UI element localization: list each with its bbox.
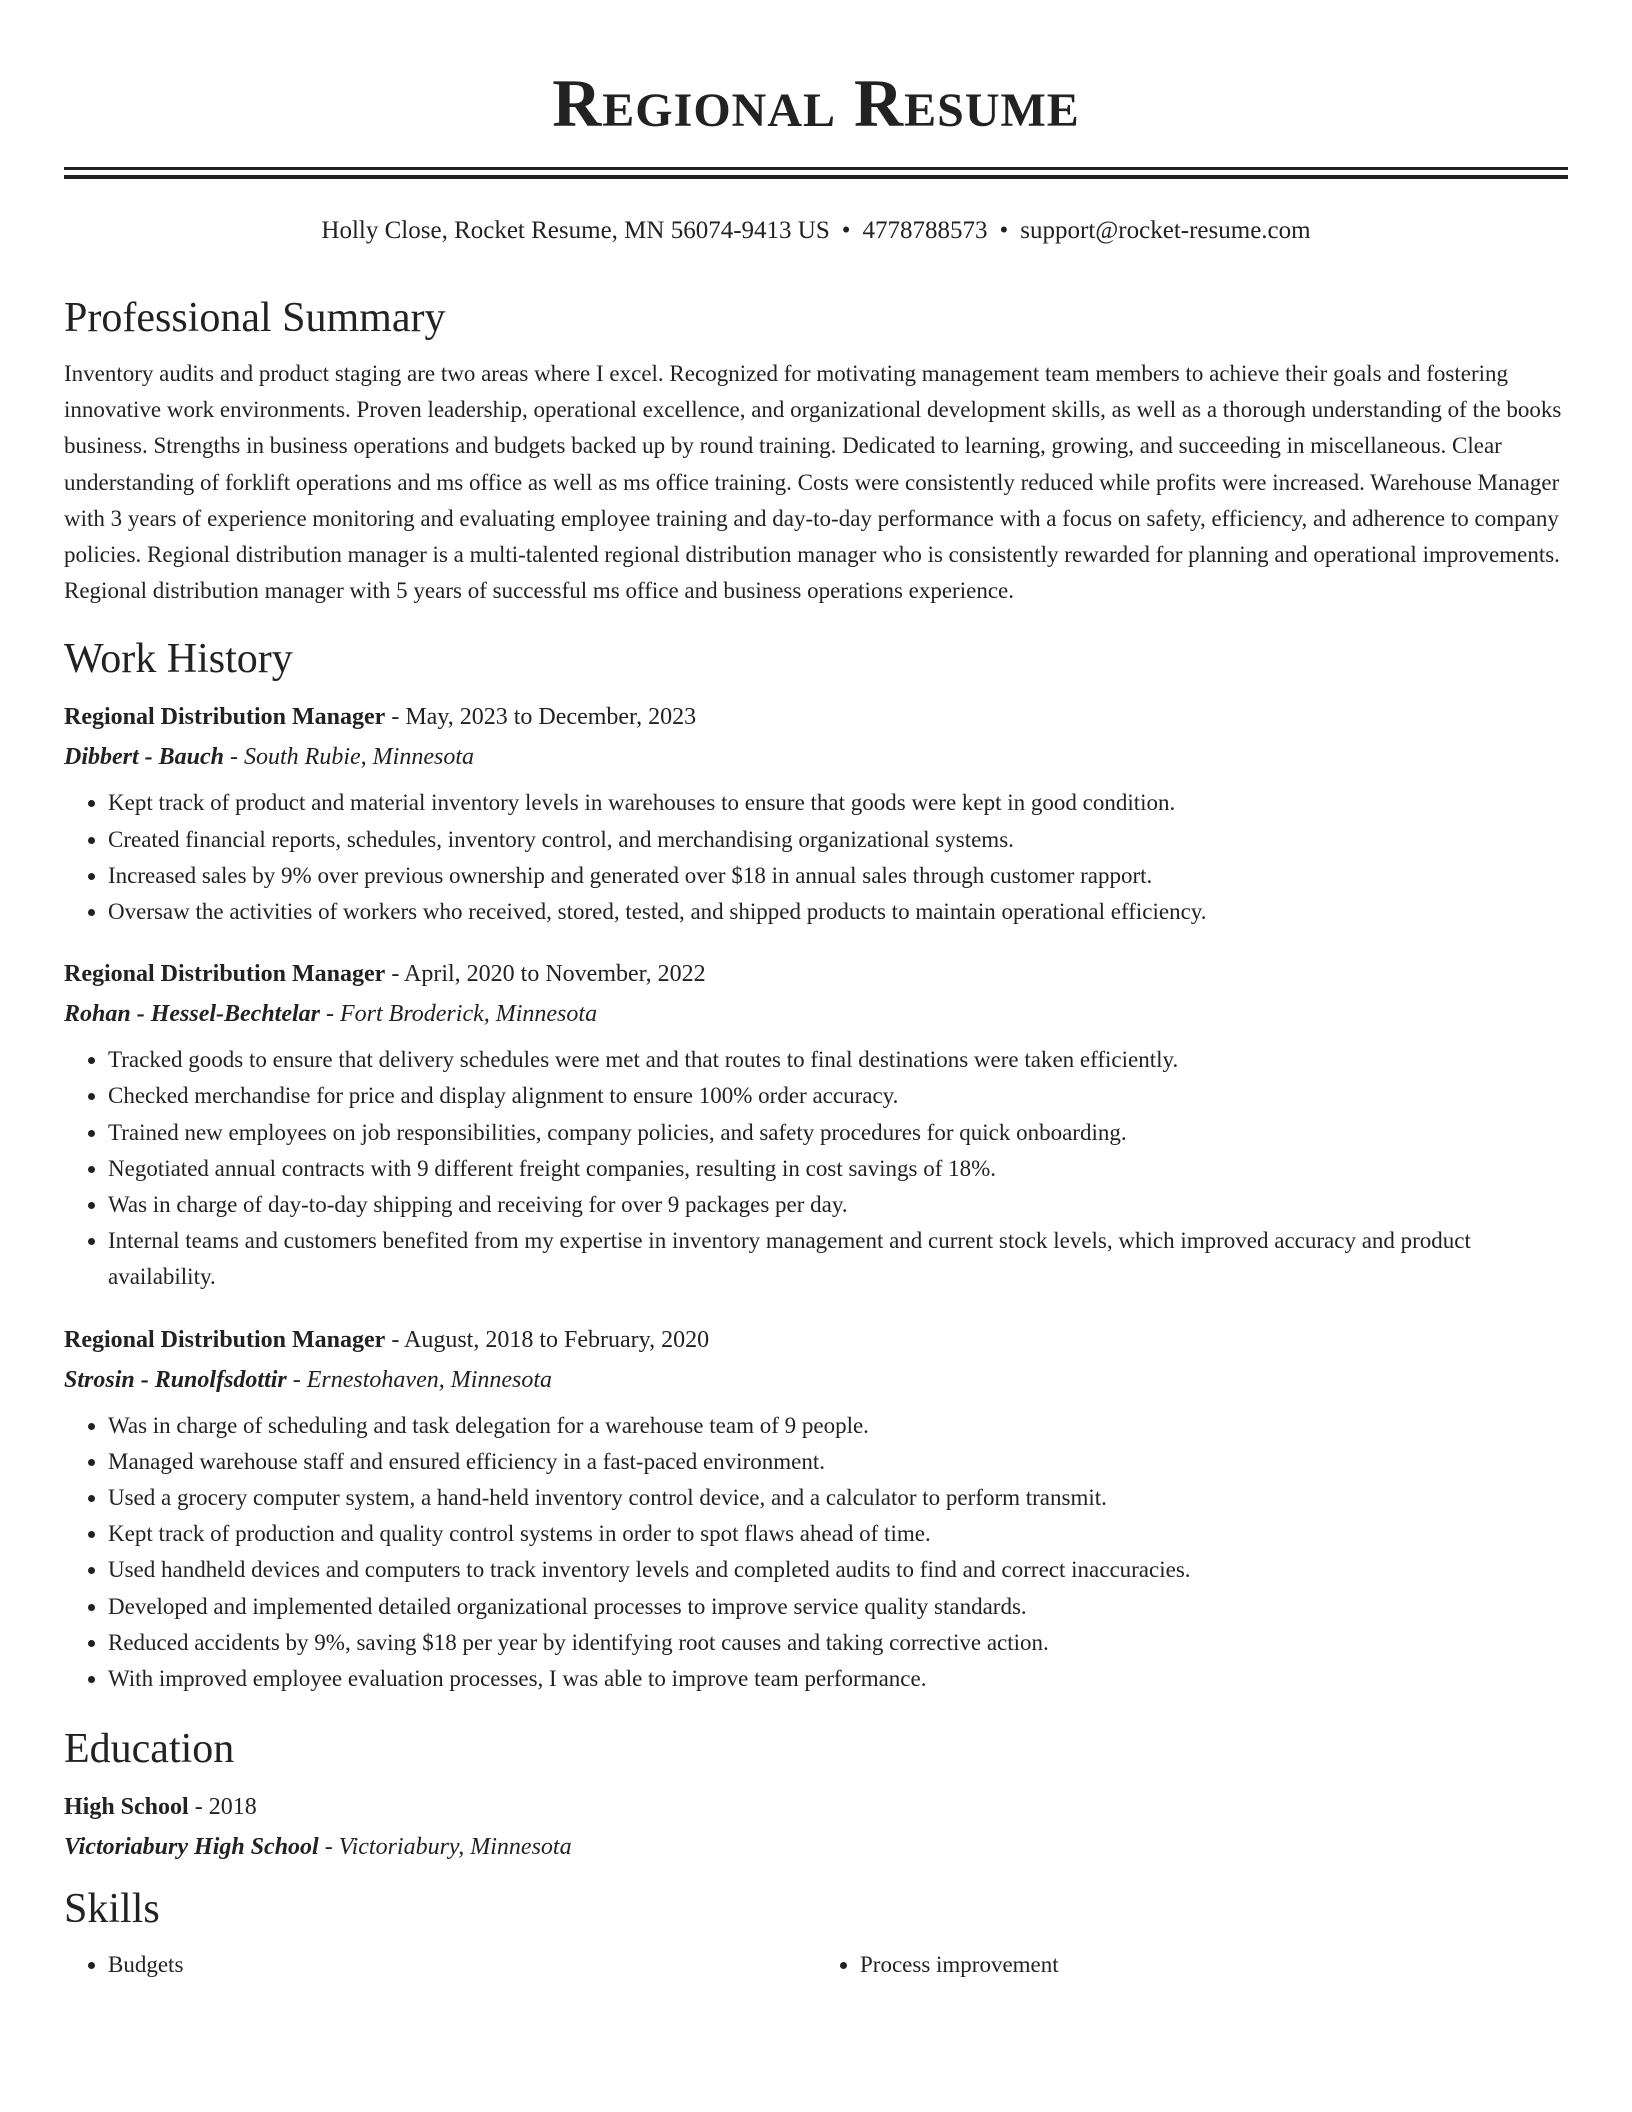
job-bullet: • Negotiated annual contracts with 9 different freight companies, resulting in cost savings of 18%.	[108, 1151, 1568, 1187]
job-bullet: • Managed warehouse staff and ensured efficiency in a fast-paced environment.	[108, 1444, 1568, 1480]
job-title: Regional Distribution Manager	[64, 704, 386, 731]
job-bullet: • Kept track of product and material inventory levels in warehouses to ensure that goods were kept in good condition.	[108, 785, 1568, 821]
skills-columns	[64, 1947, 1568, 1983]
job-bullet: • Increased sales by 9% over previous ownership and generated over $18 in annual sales through customer rapport.	[108, 858, 1568, 894]
dash: -	[385, 704, 406, 731]
education-location: Victoriabury, Minnesota	[338, 1834, 572, 1861]
contact-email: support@rocket-resume.com	[1020, 217, 1311, 244]
job-company-line	[64, 994, 1568, 1034]
job-company: Rohan - Hessel-Bechtelar	[64, 1001, 320, 1028]
skills-section	[64, 1881, 1568, 1983]
job-bullet: • Created financial reports, schedules, inventory control, and merchandising organizational systems.	[108, 822, 1568, 858]
job-bullet: • Was in charge of day-to-day shipping and receiving for over 9 packages per day.	[108, 1187, 1568, 1223]
job-entry	[64, 954, 1568, 1295]
job-bullet: • Reduced accidents by 9%, saving $18 per year by identifying root causes and taking corrective action.	[108, 1625, 1568, 1661]
section-heading-summary: Professional Summary	[64, 295, 446, 341]
job-company-line	[64, 737, 1568, 777]
education-degree: High School	[64, 1794, 189, 1821]
job-location: South Rubie, Minnesota	[244, 744, 474, 771]
job-location: Fort Broderick, Minnesota	[340, 1001, 598, 1028]
job-title-line	[64, 697, 1568, 737]
education-entry	[64, 1787, 1568, 1867]
dash: -	[385, 961, 404, 988]
dash: -	[188, 1794, 209, 1821]
header-rule-top	[64, 167, 1568, 170]
dash: -	[286, 1366, 307, 1393]
dash: -	[320, 1001, 340, 1028]
job-bullets	[64, 1042, 1568, 1295]
dash: -	[318, 1834, 339, 1861]
job-title-line	[64, 1320, 1568, 1360]
dash: -	[224, 744, 245, 771]
summary-text: Inventory audits and product staging are two areas where I excel. Recognized for motivating management team members to achieve their goals and fostering innovative work environments. Proven leadership, operational excellence, and organizational development skills, as well as a thorough understanding of the books business. Strengths in business operations and budgets backed up by round training. Dedicated to learning, growing, and succeeding in miscellaneous. Clear understanding of forklift operations and ms office as well as ms office training. Costs were consistently reduced while profits were increased. Warehouse Manager with 3 years of experience monitoring and evaluating employee training and day-to-day performance with a focus on safety, efficiency, and adherence to company policies. Regional distribution manager is a multi-talented regional distribution manager who is consistently rewarded for planning and operational improvements. Regional distribution manager with 5 years of successful ms office and business operations experience.	[64, 361, 1562, 604]
contact-phone: 4778788573	[862, 217, 988, 244]
job-bullet: • Tracked goods to ensure that delivery schedules were met and that routes to final destinations were taken efficiently.	[108, 1042, 1568, 1078]
resume-content	[64, 290, 1568, 1983]
section-heading-education: Education	[64, 1726, 235, 1773]
skill-item: • Process improvement	[860, 1947, 1568, 1983]
job-location: Ernestohaven, Minnesota	[306, 1366, 553, 1393]
job-entry	[64, 697, 1568, 930]
job-bullets	[64, 785, 1568, 930]
job-bullet: • Used handheld devices and computers to track inventory levels and completed audits to find and correct inaccuracies.	[108, 1552, 1568, 1588]
job-title: Regional Distribution Manager	[64, 1326, 386, 1353]
job-bullet: • Checked merchandise for price and display alignment to ensure 100% order accuracy.	[108, 1078, 1568, 1114]
job-dates: April, 2020 to November, 2022	[404, 961, 706, 988]
skills-column-right	[816, 1947, 1568, 1983]
job-bullet: • Trained new employees on job responsibilities, company policies, and safety procedures for quick onboarding.	[108, 1115, 1568, 1151]
summary-section	[64, 290, 1568, 609]
education-year: 2018	[208, 1794, 257, 1821]
education-degree-line	[64, 1787, 1568, 1827]
job-bullet: • Internal teams and customers benefited from my expertise in inventory management and current stock levels, which improved accuracy and product availability.	[108, 1223, 1568, 1295]
job-title-line	[64, 954, 1568, 994]
header-rule-bottom	[64, 175, 1568, 179]
job-bullets	[64, 1408, 1568, 1698]
job-entry	[64, 1320, 1568, 1698]
contact-separator: •	[841, 217, 851, 244]
job-bullet: • Developed and implemented detailed organizational processes to improve service quality standards.	[108, 1589, 1568, 1625]
skill-item: • Budgets	[108, 1947, 816, 1983]
contact-address: Holly Close, Rocket Resume, MN 56074-9413 US	[321, 217, 830, 244]
job-title: Regional Distribution Manager	[64, 961, 386, 988]
skills-column-left	[64, 1947, 816, 1983]
job-bullet: • Was in charge of scheduling and task delegation for a warehouse team of 9 people.	[108, 1408, 1568, 1444]
job-dates: August, 2018 to February, 2020	[404, 1326, 710, 1353]
contact-line	[64, 214, 1568, 248]
contact-separator: •	[999, 217, 1009, 244]
job-bullet: • With improved employee evaluation processes, I was able to improve team performance.	[108, 1661, 1568, 1697]
education-section	[64, 1721, 1568, 1867]
job-dates: May, 2023 to December, 2023	[405, 704, 697, 731]
education-school: Victoriabury High School	[64, 1834, 319, 1861]
job-bullet: • Used a grocery computer system, a hand-held inventory control device, and a calculator to perform transmit.	[108, 1480, 1568, 1516]
work-history-section	[64, 631, 1568, 1697]
section-heading-work-history: Work History	[64, 636, 293, 683]
job-company: Strosin - Runolfsdottir	[64, 1366, 287, 1393]
job-bullet: • Kept track of production and quality control systems in order to spot flaws ahead of time.	[108, 1516, 1568, 1552]
dash: -	[385, 1326, 404, 1353]
resume-name: Regional Resume	[552, 65, 1080, 141]
education-school-line	[64, 1827, 1568, 1867]
section-heading-skills: Skills	[64, 1886, 160, 1933]
job-company: Dibbert - Bauch	[64, 744, 225, 771]
job-bullet: • Oversaw the activities of workers who received, stored, tested, and shipped products to maintain operational efficiency.	[108, 894, 1568, 930]
job-company-line	[64, 1360, 1568, 1400]
